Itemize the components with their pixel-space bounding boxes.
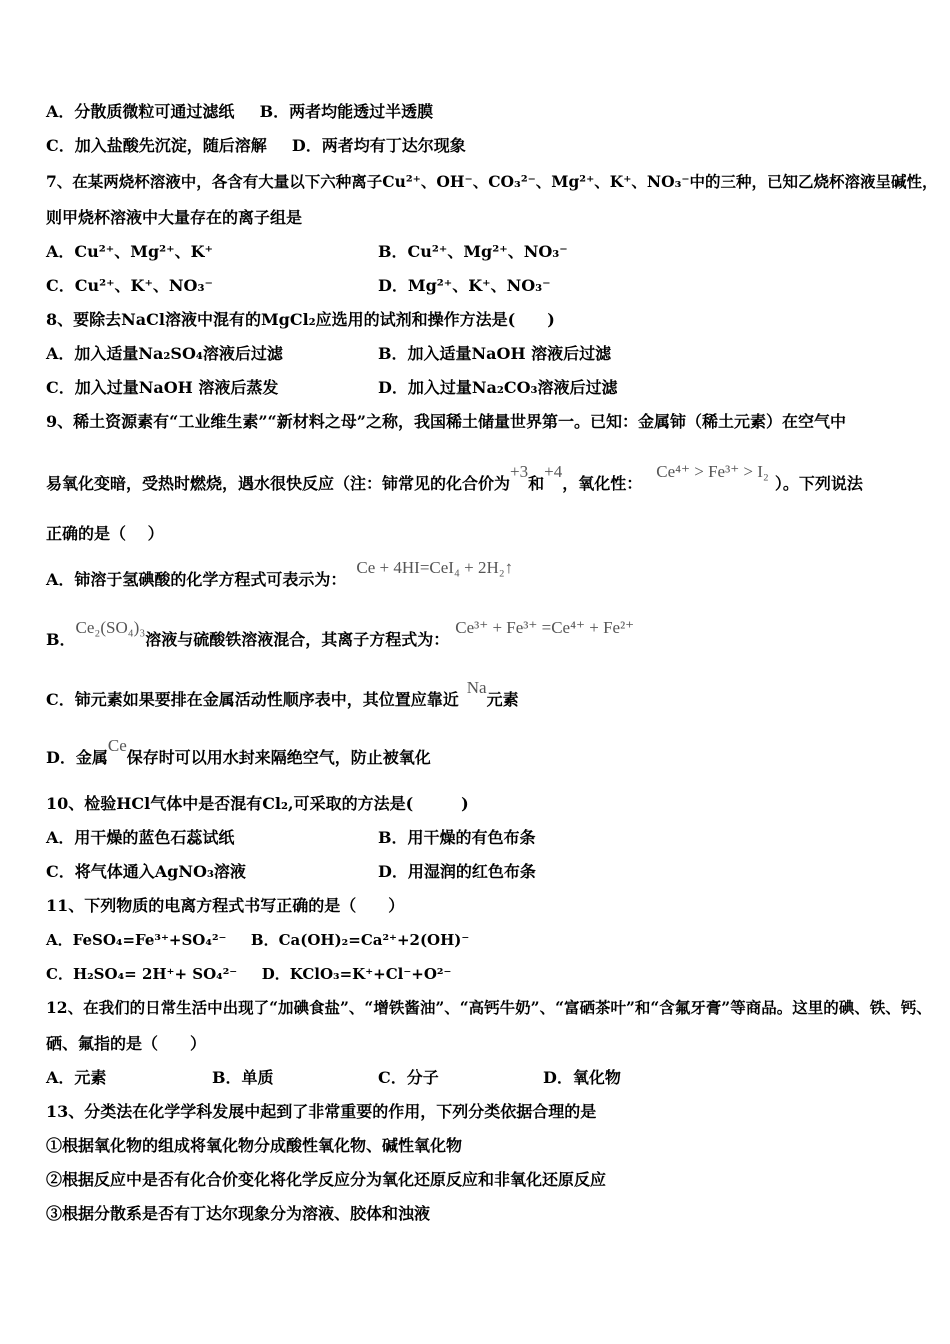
q12-stem-line2: 硒、氟指的是（ ） (46, 1034, 207, 1053)
ce-symbol: Ce (107, 736, 127, 755)
q8-options-row1 (46, 344, 906, 364)
q9-option-c: C．铈元素如果要排在金属活动性顺序表中，其位置应靠近Na元素 (46, 678, 519, 709)
na-symbol: Na (466, 678, 487, 697)
q13-item-2: ②根据反应中是否有化合价变化将化学反应分为氧化还原反应和非氧化还原反应 (46, 1170, 607, 1189)
q12-option-c: C．分子 (378, 1068, 439, 1087)
q8-option-c: C．加入过量NaOH 溶液后蒸发 (46, 378, 279, 397)
valence-plus3: +3 (510, 462, 529, 481)
q7-stem-line2: 则甲烧杯溶液中大量存在的离子组是 (46, 208, 303, 227)
ce2so43-formula: Ce₂(SO₄)₃ (75, 618, 146, 637)
q8-option-b: B．加入适量NaOH 溶液后过滤 (378, 344, 612, 363)
q12-stem-line1: 12、在我们的日常生活中出现了“加碘食盐”、“增铁酱油”、“高钙牛奶”、“富硒茶叶”和“含氟牙膏”等商品。这里的碘、铁、钙、 (46, 998, 932, 1017)
q10-stem: 10、检验HCl气体中是否混有Cl₂,可采取的方法是( ) (46, 794, 469, 813)
q11-option-c: C．H₂SO₄= 2H⁺+ SO₄²⁻ (46, 965, 238, 983)
q10-option-c: C．将气体通入AgNO₃溶液 (46, 862, 246, 881)
q7-option-b: B．Cu²⁺、Mg²⁺、NO₃⁻ (378, 242, 568, 261)
q11-stem: 11、下列物质的电离方程式书写正确的是（ ） (46, 896, 405, 915)
q9-option-a-equation: Ce + 4HI=CeI₄ + 2H₂↑ (356, 558, 514, 577)
q6-options-row1 (46, 102, 433, 122)
q10-option-b: B．用干燥的有色布条 (378, 828, 536, 847)
q9-option-d: D．金属Ce保存时可以用水封来隔绝空气，防止被氧化 (46, 736, 431, 767)
q12-option-d: D．氧化物 (543, 1068, 621, 1087)
q10-options-row2 (46, 862, 906, 882)
q12-option-a: A．元素 (46, 1068, 107, 1087)
q7-option-c: C．Cu²⁺、K⁺、NO₃⁻ (46, 276, 213, 295)
q7-options-row2 (46, 276, 906, 296)
q8-option-d: D．加入过量Na₂CO₃溶液后过滤 (378, 378, 618, 397)
q11-option-a: A．FeSO₄=Fe³⁺+SO₄²⁻ (46, 931, 227, 949)
q9-option-a: A．铈溶于氢碘酸的化学方程式可表示为：Ce + 4HI=CeI₄ + 2H₂↑ (46, 558, 514, 589)
q9-stem-line2: 易氧化变暗，受热时燃烧，遇水很快反应（注：铈常见的化合价为+3和+4，氧化性：Ce⁴⁺ > Fe³⁺ > I₂）。下列说法 (46, 462, 863, 493)
q9-option-b: B．Ce₂(SO₄)₃溶液与硫酸铁溶液混合，其离子方程式为：Ce³⁺ + Fe³⁺ =Ce⁴⁺ + Fe²⁺ (46, 618, 635, 649)
q11-options-row2 (46, 964, 451, 984)
q10-options-row1 (46, 828, 906, 848)
oxidizing-order-formula: Ce⁴⁺ > Fe³⁺ > I₂ (656, 462, 769, 481)
q9-stem-line3: 正确的是（ ） (46, 524, 164, 543)
q8-options-row2 (46, 378, 906, 398)
q11-option-b: B．Ca(OH)₂=Ca²⁺+2(OH)⁻ (250, 931, 470, 949)
q11-option-d: D．KClO₃=K⁺+Cl⁻+O²⁻ (261, 965, 452, 983)
q9-option-b-equation: Ce³⁺ + Fe³⁺ =Ce⁴⁺ + Fe²⁺ (455, 618, 635, 637)
q12-options (46, 1068, 906, 1088)
q6-options-row2 (46, 136, 466, 156)
q13-stem: 13、分类法在化学学科发展中起到了非常重要的作用，下列分类依据合理的是 (46, 1102, 597, 1121)
q10-option-a: A．用干燥的蓝色石蕊试纸 (46, 828, 235, 847)
q7-option-a: A．Cu²⁺、Mg²⁺、K⁺ (46, 242, 213, 261)
q11-options-row1 (46, 930, 469, 950)
q13-item-1: ①根据氧化物的组成将氧化物分成酸性氧化物、碱性氧化物 (46, 1136, 463, 1155)
q7-option-d: D．Mg²⁺、K⁺、NO₃⁻ (378, 276, 551, 295)
q7-stem-line1: 7、在某两烧杯溶液中，各含有大量以下六种离子Cu²⁺、OH⁻、CO₃²⁻、Mg²⁺、K⁺、NO₃⁻中的三种，已知乙烧杯溶液呈碱性， (46, 172, 938, 191)
q10-option-d: D．用湿润的红色布条 (378, 862, 536, 881)
q8-option-a: A．加入适量Na₂SO₄溶液后过滤 (46, 344, 283, 363)
q9-stem-line1: 9、稀土资源素有“工业维生素”“新材料之母”之称，我国稀土储量世界第一。已知：金属铈（稀土元素）在空气中 (46, 412, 846, 431)
q8-stem: 8、要除去NaCl溶液中混有的MgCl₂应选用的试剂和操作方法是( ) (46, 310, 555, 329)
q6-option-d: D．两者均有丁达尔现象 (291, 136, 466, 155)
q7-options-row1 (46, 242, 906, 262)
q6-option-b: B．两者均能透过半透膜 (259, 102, 434, 121)
q12-option-b: B．单质 (212, 1068, 274, 1087)
q13-item-3: ③根据分散系是否有丁达尔现象分为溶液、胶体和浊液 (46, 1204, 431, 1223)
q6-option-c: C．加入盐酸先沉淀，随后溶解 (46, 136, 267, 155)
q6-option-a: A．分散质微粒可通过滤纸 (46, 102, 235, 121)
valence-plus4: +4 (544, 462, 563, 481)
